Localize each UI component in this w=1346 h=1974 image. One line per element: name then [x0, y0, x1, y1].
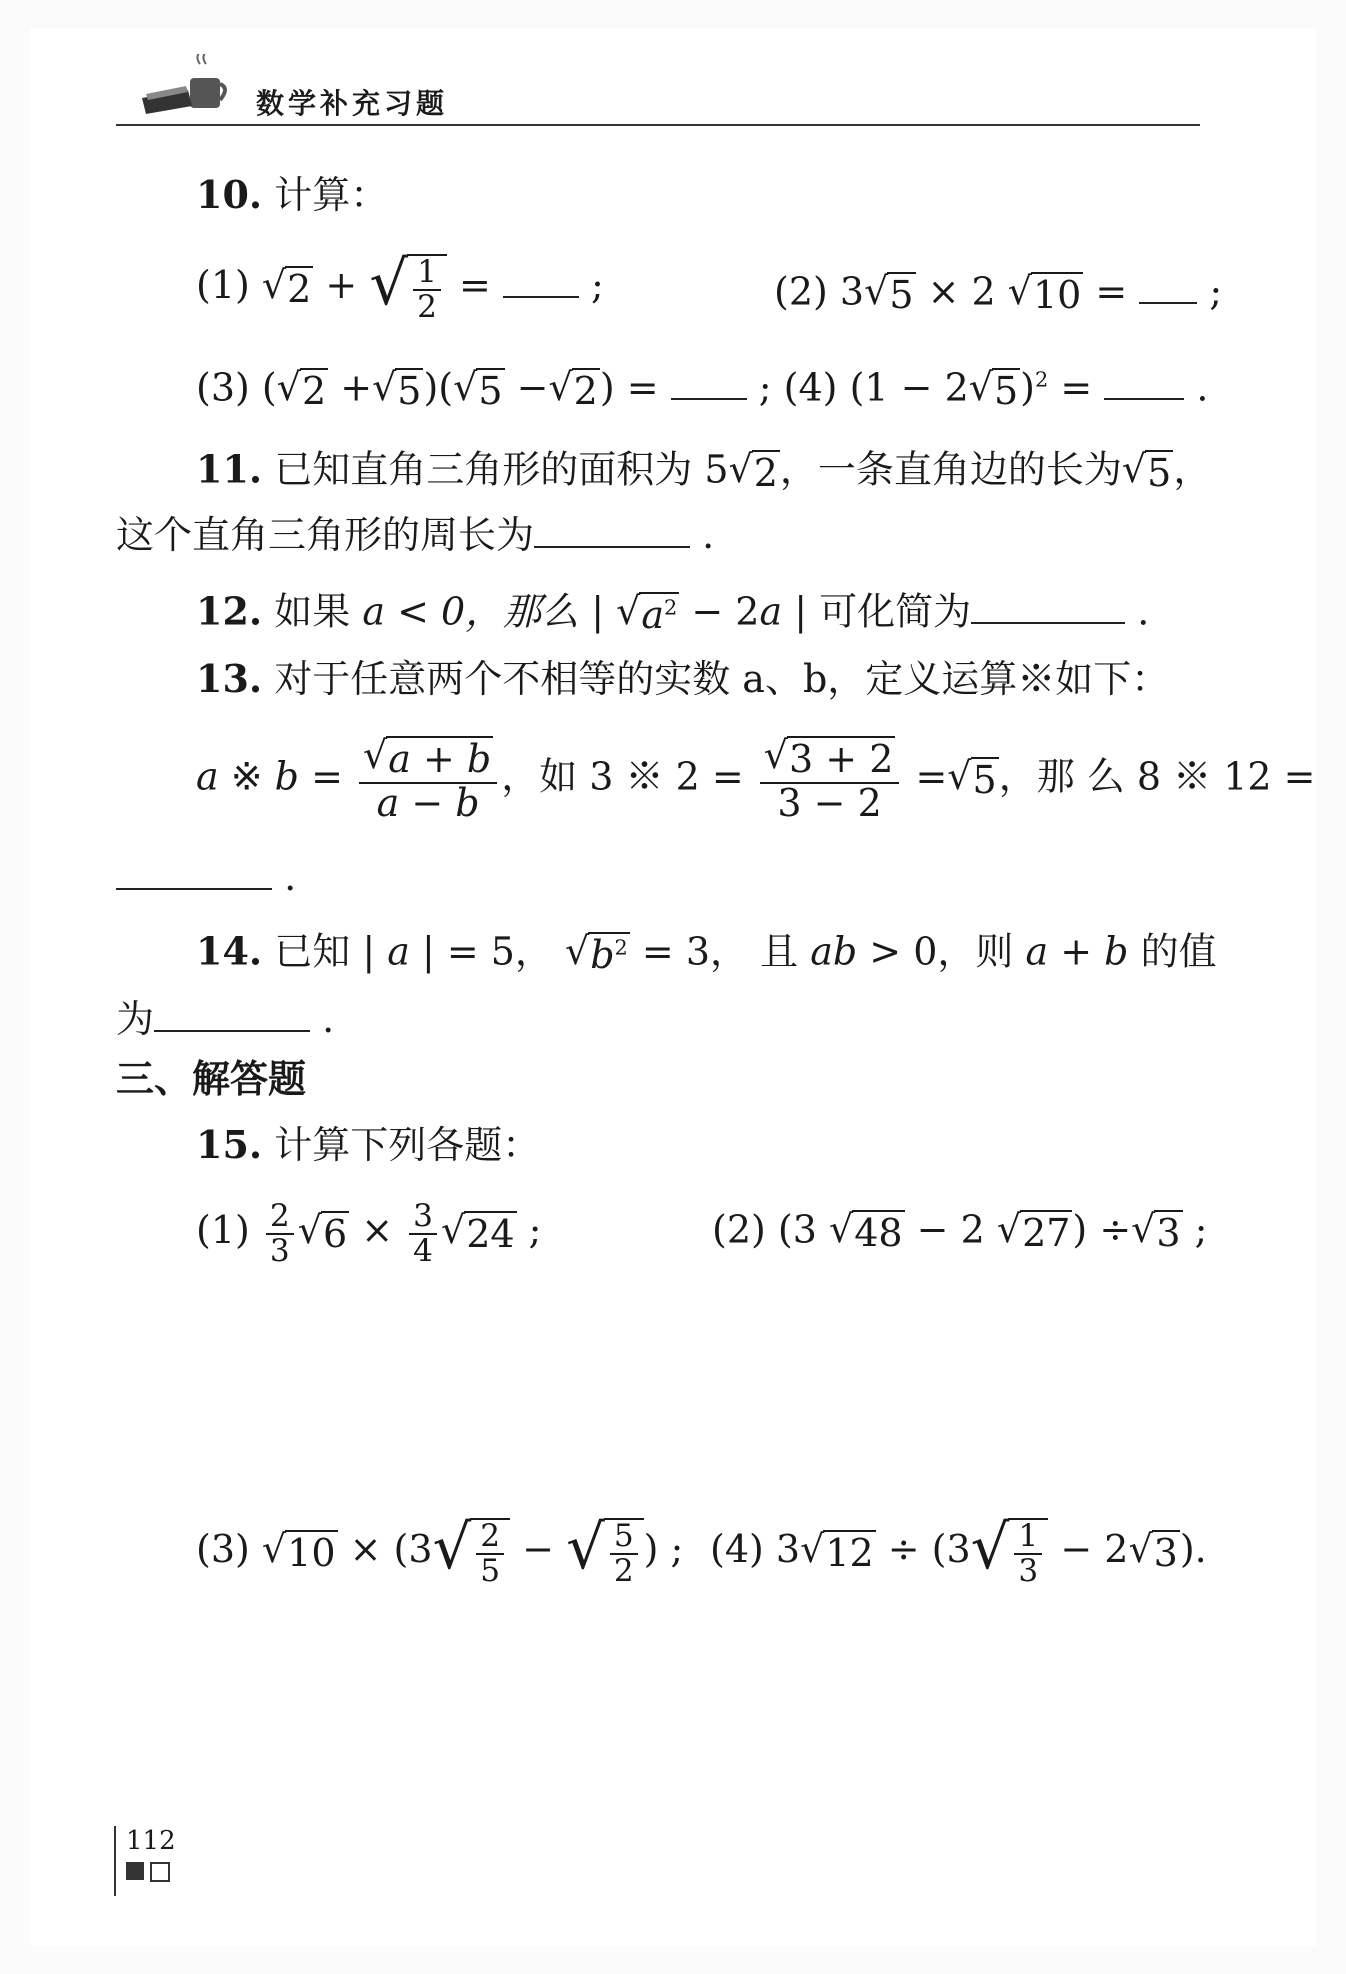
answer-blank[interactable] — [116, 858, 272, 890]
question-text: 对于任意两个不相等的实数 a、b，定义运算※如下： — [274, 657, 1170, 701]
q15-part-4: (4) 3 √ 12 ÷ (3 √ $\frac{1}{3}$ − 2 √ 3 ). — [710, 1513, 1207, 1589]
q10-part-2: (2) 3 √ 5 × 2 √ 10 = ; — [774, 269, 1223, 317]
question-text: 这个直角三角形的周长为 — [116, 513, 535, 557]
q10-part-1: (1) √ 2 + √ $\frac{1}{2}$ = ; — [196, 249, 604, 325]
question-text: 为 — [116, 997, 155, 1041]
answer-blank[interactable] — [1104, 368, 1184, 400]
question-number: 10. — [196, 172, 263, 217]
q15-part-3: (3) √ 10 × (3 √ $\frac{2}{5}$ − √ $\frac{5}{2}$ ) ; — [196, 1513, 684, 1589]
question-text: 已知直角三角形的面积为 — [274, 447, 693, 492]
q10-part-3-4: (3) ( √ 2 + √ 5 )( √ 5 − √ 2 ) = ; (4) (1 − 2 √ 5 )$^2$ = . — [196, 365, 1209, 413]
question-number: 11. — [196, 446, 263, 492]
q15-part-2: (2) (3 √ 48 − 2 √ 27 ) ÷ √ 3 ; — [712, 1207, 1208, 1255]
question-text: ，那 么 — [998, 754, 1125, 799]
footer-divider — [114, 1826, 116, 1896]
question-number: 12. — [196, 588, 263, 634]
part-label: (2) — [774, 269, 828, 314]
question-14-continued: 为 . — [116, 997, 335, 1041]
question-number: 13. — [196, 656, 263, 701]
answer-blank[interactable] — [503, 266, 579, 298]
answer-blank[interactable] — [154, 1000, 310, 1032]
question-15 — [196, 1122, 541, 1167]
question-14: 14. 已知 | a | = 5， √ $b^2$ = 3， 且 ab > 0，则 a + b 的值 — [196, 928, 1217, 977]
section-title: 三、解答题 — [116, 1056, 307, 1101]
part-label: (1) — [196, 263, 250, 308]
question-number: 14. — [196, 928, 263, 974]
question-13 — [196, 656, 1170, 701]
question-text: 则 — [975, 929, 1014, 974]
question-11-continued: 这个直角三角形的周长为 . — [116, 513, 715, 557]
sqrt-expression: √ 2 — [261, 262, 312, 311]
empty-square-icon — [150, 1862, 170, 1882]
q13-answer-line: . — [116, 858, 296, 896]
question-text: ，一条直角边的长为 — [779, 447, 1122, 492]
books-and-cup-icon — [140, 54, 230, 120]
question-text: 已知 — [274, 929, 351, 974]
part-label: (3) — [196, 1527, 250, 1572]
q15-part-1: (1) $\frac{2}{3}$ √ 6 × $\frac{3}{4}$ √ 24 ; — [196, 1198, 542, 1269]
page-header-title: 数学补充习题 — [256, 87, 449, 120]
question-text: 计算： — [274, 173, 389, 217]
question-text: 计算下列各题： — [274, 1123, 541, 1167]
answer-blank[interactable] — [971, 592, 1125, 624]
answer-blank[interactable] — [671, 368, 747, 400]
answer-blank[interactable] — [1139, 272, 1197, 304]
question-10 — [196, 172, 389, 217]
q13-definition: a ※ b = √ a + b a − b ，如 3 ※ 2 = √ 3 + 2 3 − 2 = √ 5 ，那 么 8 ※ 12 = — [196, 733, 1316, 825]
question-text: 如果 — [274, 589, 351, 634]
part-label: (2) — [712, 1207, 766, 1252]
filled-square-icon — [126, 1862, 144, 1880]
question-text: 且 — [760, 929, 799, 974]
question-text: 8 ※ 12 = — [1136, 754, 1316, 799]
question-number: 15. — [196, 1122, 263, 1167]
sqrt-fraction: √ $\frac{1}{2}$ — [369, 254, 447, 323]
question-text: 的值 — [1140, 929, 1217, 974]
question-text: 可化简为 — [819, 589, 972, 634]
answer-blank[interactable] — [534, 516, 690, 548]
part-label: (4) — [710, 1527, 764, 1572]
page-number: 112 — [126, 1826, 176, 1856]
part-label: (4) — [783, 365, 838, 410]
condition-text: a < 0，那么 — [362, 589, 580, 634]
header-divider — [116, 124, 1200, 126]
question-11: 11. 已知直角三角形的面积为 5 √ 2 ，一条直角边的长为 √ 5 ， — [196, 446, 1212, 495]
question-12: 12. 如果 a < 0，那么 | √ $a^2$ − 2a | 可化简为 . — [196, 588, 1150, 637]
part-label: (3) — [196, 365, 250, 410]
question-text: ，如 — [501, 754, 578, 799]
part-label: (1) — [196, 1208, 250, 1253]
